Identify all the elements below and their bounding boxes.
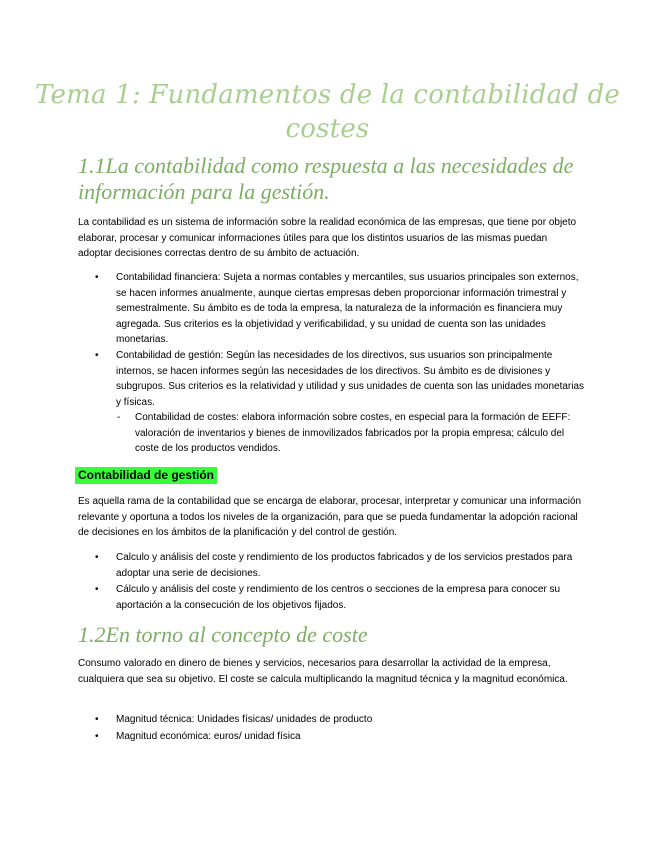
section-1-2-intro: Consumo valorado en dinero de bienes y servicios, necesarios para desarrollar la actividad de la empresa, cualquiera que sea su objetivo. El coste se calcula multiplicando la magnitud técnica y la magnitud económica. <box>78 658 568 685</box>
list-item <box>95 550 585 581</box>
list-item <box>95 582 585 613</box>
gestion-intro: Es aquella rama de la contabilidad que se encarga de elaborar, procesar, interpretar y comunicar una información relevante y oportuna a todos los niveles de la organización, para que se pueda fundamentar la adopción racional de decisiones en los ámbitos de la planificación y del control de gestión. <box>78 496 582 538</box>
list-item <box>95 348 585 410</box>
list-item <box>95 270 585 348</box>
document-title <box>0 78 655 146</box>
bullet-marker: • <box>95 272 99 283</box>
dash-marker: - <box>117 412 121 423</box>
bullet-marker: • <box>95 552 99 563</box>
sub-list-item-text: Contabilidad de costes: elabora información sobre costes, en especial para la formación de EEFF: valoración de inventarios y bienes de inmovilizados fabricados por la propia empresa; cálculo del coste de los productos vendidos. <box>135 412 571 454</box>
bullet-marker: • <box>95 731 99 742</box>
sub-list-item <box>117 410 587 457</box>
list-item <box>95 729 585 745</box>
list-item-text: Contabilidad de gestión: Según las necesidades de los directivos, sus usuarios son principalmente internos, se hacen informes según las necesidades de los directivos. Su ámbito es de divisiones y subgrupos. Sus criterios es la relatividad y utilidad y sus unidades de cuenta son las unidades monetarias y físicas. <box>116 350 585 408</box>
bullet-marker: • <box>95 584 99 595</box>
section-1-2-heading: 1.2En torno al concepto de coste <box>78 622 368 647</box>
document-title-line-2: costes <box>285 114 370 144</box>
list-item-text: Magnitud económica: euros/ unidad física <box>116 731 301 742</box>
document-title-line-1: Tema 1: Fundamentos de la contabilidad de <box>34 80 621 110</box>
section-1-1-heading: 1.1La contabilidad como respuesta a las necesidades de información para la gestión. <box>78 153 574 204</box>
bullet-marker: • <box>95 350 99 361</box>
list-item-text: Magnitud técnica: Unidades físicas/ unidades de producto <box>116 714 373 725</box>
bullet-marker: • <box>95 714 99 725</box>
list-item-text: Contabilidad financiera: Sujeta a normas contables y mercantiles, sus usuarios principales son externos, se hacen informes anualmente, aunque ciertas empresas deben proporcionar información trimestral y semestralmente. Su ámbito es de toda la empresa, la naturaleza de la información es financiera muy agregada. Sus criterios es la objetividad y verificabilidad, y su unidad de cuenta son las unidades monetarias. <box>116 272 579 345</box>
section-1-1-intro: La contabilidad es un sistema de información sobre la realidad económica de las empresas, que tiene por objeto elaborar, procesar y comunicar informaciones útiles para que los distintos usuarios de las mismas puedan adoptar decisiones correctas dentro de su ámbito de actuación. <box>78 217 577 259</box>
list-item <box>95 712 585 728</box>
highlighted-heading-contabilidad-de-gestion: Contabilidad de gestión <box>75 467 217 484</box>
list-item-text: Cálculo y análisis del coste y rendimiento de los centros o secciones de la empresa para conocer su aportación a la consecución de los objetivos fijados. <box>116 584 561 611</box>
list-item-text: Calculo y análisis del coste y rendimiento de los productos fabricados y de los servicios prestados para adoptar una serie de decisiones. <box>116 552 573 579</box>
